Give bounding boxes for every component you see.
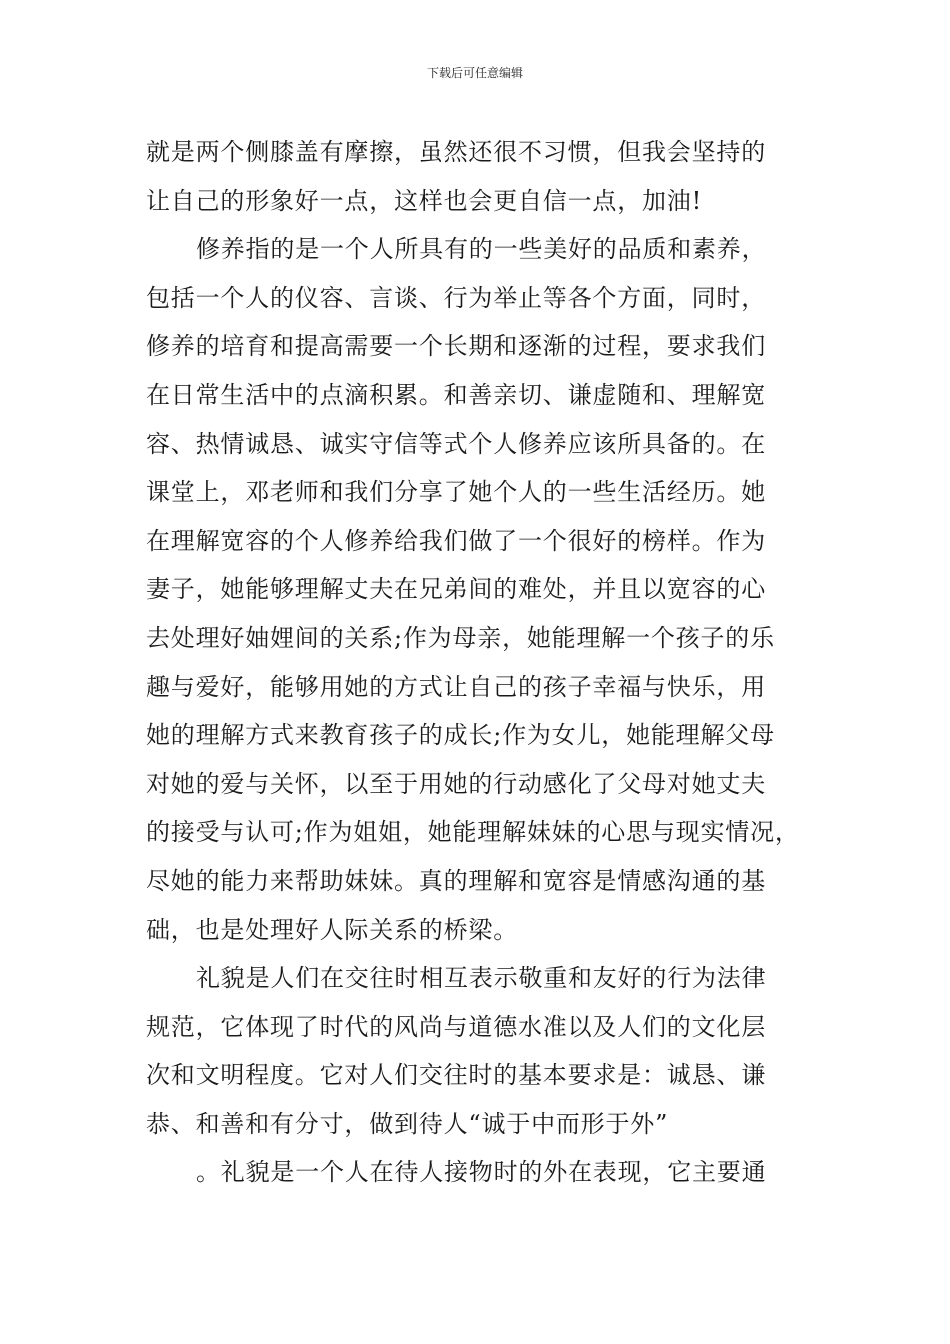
text-line: 规范，它体现了时代的风尚与道德水准以及人们的文化层 <box>146 1012 766 1041</box>
document-body <box>146 128 810 1197</box>
text-line: 恭、和善和有分寸，做到待人“诚于中而形于外” <box>146 1109 669 1138</box>
text-line: 在理解宽容的个人修养给我们做了一个很好的榜样。作为 <box>146 526 766 555</box>
text-line: 课堂上，邓老师和我们分享了她个人的一些生活经历。她 <box>146 478 766 507</box>
text-line: 的接受与认可;作为姐姐，她能理解妹妹的心思与现实情况， <box>146 818 800 847</box>
text-line-paragraph-start: 。礼貌是一个人在待人接物时的外在表现，它主要通 <box>196 1158 767 1187</box>
text-line: 让自己的形象好一点，这样也会更自信一点，加油! <box>146 186 703 215</box>
text-line: 修养的培育和提高需要一个长期和逐渐的过程，要求我们 <box>146 332 766 361</box>
text-line: 趣与爱好，能够用她的方式让自己的孩子幸福与快乐，用 <box>146 672 766 701</box>
text-line-paragraph-start: 礼貌是人们在交往时相互表示敬重和友好的行为法律 <box>196 964 767 993</box>
text-line: 就是两个侧膝盖有摩擦，虽然还很不习惯，但我会坚持的 <box>146 138 766 166</box>
text-line: 妻子，她能够理解丈夫在兄弟间的难处，并且以宽容的心 <box>146 575 766 604</box>
text-line: 次和文明程度。它对人们交往时的基本要求是：诚恳、谦 <box>146 1061 766 1090</box>
text-line: 础，也是处理好人际关系的桥梁。 <box>146 915 518 944</box>
text-line-paragraph-start: 修养指的是一个人所具有的一些美好的品质和素养， <box>196 235 767 264</box>
text-line: 她的理解方式来教育孩子的成长;作为女儿，她能理解父母 <box>146 721 775 750</box>
text-line: 包括一个人的仪容、言谈、行为举止等各个方面，同时， <box>146 283 766 312</box>
text-line: 尽她的能力来帮助妹妹。真的理解和宽容是情感沟通的基 <box>146 866 766 895</box>
text-line: 对她的爱与关怀，以至于用她的行动感化了父母对她丈夫 <box>146 769 766 798</box>
text-line: 在日常生活中的点滴积累。和善亲切、谦虚随和、理解宽 <box>146 380 766 409</box>
page-header: 下载后可任意编辑 <box>426 66 523 80</box>
text-line: 容、热情诚恳、诚实守信等式个人修养应该所具备的。在 <box>146 429 766 458</box>
text-line: 去处理好妯娌间的关系;作为母亲，她能理解一个孩子的乐 <box>146 623 775 652</box>
